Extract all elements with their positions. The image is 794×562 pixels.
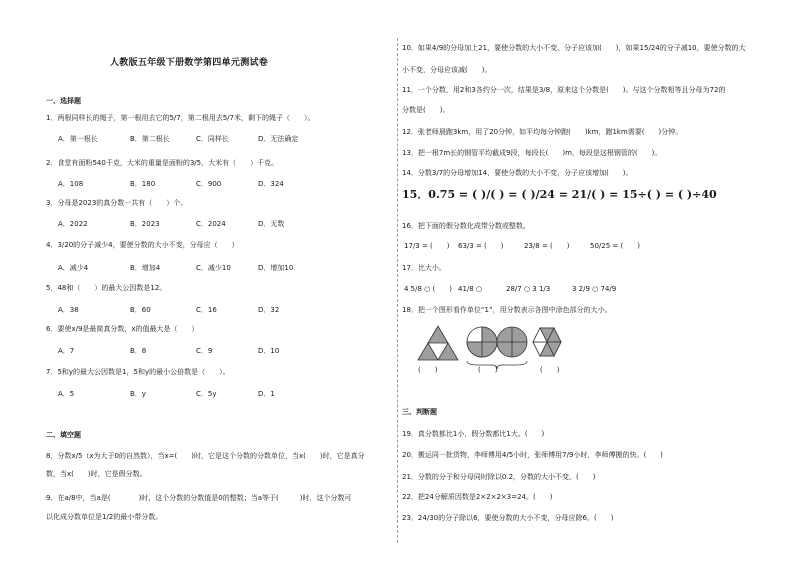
q1-option-a: A．第一根长 — [58, 135, 98, 143]
question-17: 17．比大小。 — [402, 264, 446, 272]
q5-option-b: B．60 — [130, 306, 151, 314]
section-judge: 三、判断题 — [402, 408, 437, 416]
q7-option-a: A．5 — [58, 390, 75, 398]
q3-option-b: B．2023 — [130, 220, 160, 228]
question-9-line2: 以化成分数单位是1/2的最小带分数。 — [46, 513, 163, 521]
question-11-line1: 11．一个分数，用2和3各约分一次，结果是3/8，原来这个分数是( )。与这个分数相等且分母为72的 — [402, 86, 726, 94]
question-11-line2: 分数是( )。 — [402, 106, 450, 114]
q2-option-a: A．108 — [58, 180, 84, 188]
question-21: 21．分数的分子和分母同时除以0.2，分数的大小不变。( ) — [402, 473, 596, 481]
left-column — [0, 0, 396, 562]
question-6: 6．要使x/9是最简真分数，x的值最大是（ ） — [46, 325, 199, 333]
q4-option-b: B．增加4 — [130, 264, 161, 272]
question-4: 4．3/20的分子减少4，要使分数的大小不变，分母应（ ） — [46, 241, 239, 249]
question-22: 22．把24分解质因数是2×2×2×3=24。( ) — [402, 493, 553, 501]
question-12: 12．张老师晨跑3km，用了20分钟，如平均每分钟跑( )km，跑1km需要( )分钟。 — [402, 128, 683, 136]
q17-item-4: 3 2/9 ○ 74/9 — [572, 285, 617, 293]
q4-option-c: C．减少10 — [196, 264, 231, 272]
question-20: 20．搬运同一批货物，李师傅用4/5小时，张师傅用7/9小时，李师傅搬的快。( ) — [402, 451, 663, 459]
q18-blank-2: ( ) — [478, 366, 498, 374]
q17-item-1: 4 5/8 ○ ( ) — [404, 285, 452, 293]
circles-figure — [467, 327, 527, 369]
question-10-line1: 10．如果4/9的分母加上21，要使分数的大小不变，分子应该加( )，如果15/24的分子减10，要使分数的大 — [402, 44, 746, 52]
question-16: 16．把下面的假分数化成带分数或整数。 — [402, 222, 530, 230]
question-5: 5．48和（ ）的最大公因数是12。 — [46, 284, 167, 292]
q1-option-d: D．无法确定 — [258, 135, 299, 143]
q6-option-b: B．8 — [130, 347, 147, 355]
question-8-line2: 数，当x( )时，它是假分数。 — [46, 470, 147, 478]
q18-blank-3: ( ) — [540, 366, 560, 374]
q3-option-a: A．2022 — [58, 220, 88, 228]
q18-blank-1: ( ) — [418, 366, 438, 374]
q6-option-d: D．10 — [258, 347, 280, 355]
question-3: 3．分母是2023的真分数一共有（ ）个。 — [46, 199, 188, 207]
q2-option-c: C．900 — [196, 180, 222, 188]
q16-item-1: 17/3 = ( ) — [404, 242, 450, 250]
q2-option-d: D．324 — [258, 180, 284, 188]
q3-option-c: C．2024 — [196, 220, 226, 228]
question-15-equation: 15．0.75 = ( )/( ) = ( )/24 = 21/( ) = 15÷( ) = ( )÷40 — [402, 188, 717, 201]
question-23: 23．24/30的分子除以6，要使分数的大小不变，分母应除6。( ) — [402, 514, 614, 522]
question-14: 14．分数3/7的分母增加14，要使分数的大小不变，分子应该增加( )。 — [402, 169, 633, 177]
question-8-line1: 8．分数x/5（x为大于0的自然数），当x=( )时，它是这个分数的分数单位，当x( )时，它是真分 — [46, 452, 365, 460]
q17-item-3: 28/7 ○ 3 1/3 — [506, 285, 551, 293]
q7-option-c: C．5y — [196, 390, 217, 398]
page-title: 人教版五年级下册数学第四单元测试卷 — [110, 58, 269, 68]
q1-option-c: C．同样长 — [196, 135, 229, 143]
q4-option-d: D．增加10 — [258, 264, 294, 272]
hexagon-figure — [533, 328, 561, 356]
question-19: 19．真分数都比1小，假分数都比1大。( ) — [402, 430, 545, 438]
q16-item-2: 63/3 = ( ) — [458, 242, 504, 250]
q1-option-b: B．第二根长 — [130, 135, 170, 143]
q16-item-3: 23/8 = ( ) — [524, 242, 570, 250]
q16-item-4: 50/25 = ( ) — [590, 242, 640, 250]
section-fill: 二、填空题 — [46, 431, 81, 439]
q2-option-b: B．180 — [130, 180, 156, 188]
q6-option-c: C．9 — [196, 347, 213, 355]
question-2: 2．食堂有面粉540千克，大米的重量是面粉的3/5，大米有（ ）千克。 — [46, 159, 279, 167]
q7-option-d: D．1 — [258, 390, 275, 398]
question-1: 1．两根同样长的绳子，第一根用去它的5/7，第二根用去5/7米，剩下的绳子（ ）。 — [46, 114, 315, 122]
section-choice: 一、选择题 — [46, 97, 81, 105]
question-7: 7．5和y的最大公因数是1，5和y的最小公倍数是（ ）。 — [46, 368, 230, 376]
q6-option-a: A．7 — [58, 347, 75, 355]
q4-option-a: A．减少4 — [58, 264, 89, 272]
q3-option-d: D．无数 — [258, 220, 285, 228]
q17-item-2: 41/8 ○ — [458, 285, 483, 293]
q5-option-c: C．16 — [196, 306, 217, 314]
q5-option-d: D．32 — [258, 306, 280, 314]
question-9-line1: 9．在a/8中，当a是( )时，这个分数的分数值是0的整数；当a等于( )时，这个分数可 — [46, 494, 352, 502]
question-13: 13．把一根7m长的钢管平均截成9段，每段长( )m，每段是这根钢管的( )。 — [402, 149, 662, 157]
q5-option-a: A．38 — [58, 306, 79, 314]
triangle-figure — [418, 326, 458, 360]
q7-option-b: B．y — [130, 390, 146, 398]
question-18: 18．把一个图形看作单位“1”，用分数表示各图中涂色部分的大小。 — [402, 306, 612, 314]
question-10-line2: 小不变，分母应该减( )。 — [402, 66, 492, 74]
column-divider — [397, 38, 398, 543]
